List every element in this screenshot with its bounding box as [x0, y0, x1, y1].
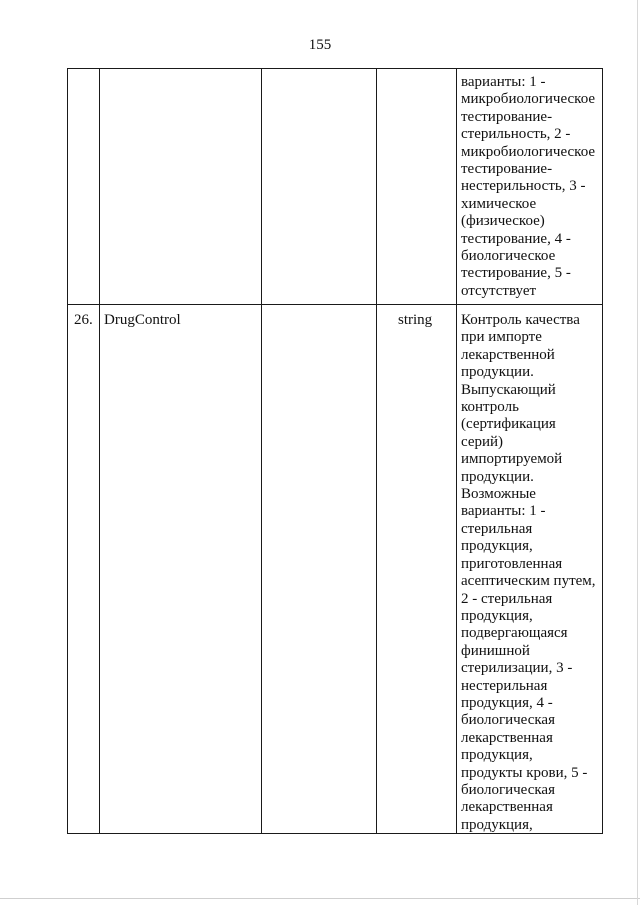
page-number: 155	[308, 37, 332, 53]
description-line: импортируемой	[461, 451, 563, 468]
description-line: продукты крови, 5 -	[461, 764, 588, 781]
description-line: финишной	[461, 642, 530, 659]
column-border	[456, 68, 457, 834]
table-top-border	[67, 68, 603, 69]
description-line: подвергающаяся	[461, 625, 568, 642]
description-line: микробиологическое	[461, 143, 596, 160]
description-line: продукция,	[461, 607, 533, 624]
description-line: контроль	[461, 399, 519, 416]
column-border	[602, 68, 603, 834]
description-line: тестирование-	[461, 108, 553, 125]
description-line: продукции.	[461, 364, 534, 381]
description-line: тестирование, 5 -	[461, 265, 571, 282]
description-line: тестирование-	[461, 161, 553, 178]
description-cell	[461, 312, 596, 834]
description-line: стерилизации, 3 -	[461, 660, 573, 677]
description-line: 2 - стерильная	[461, 590, 553, 607]
description-line: варианты: 1 -	[461, 74, 546, 90]
description-line: (физическое)	[461, 213, 545, 230]
type-cell: string	[398, 312, 433, 328]
description-line: биологическая	[461, 781, 555, 798]
column-border	[67, 68, 68, 834]
description-line: продукции.	[461, 468, 534, 485]
scan-right-edge	[637, 0, 638, 905]
description-line: нестерильная	[461, 677, 548, 694]
description-line: нестерильность, 3 -	[461, 178, 586, 195]
description-line: серий)	[461, 433, 504, 450]
column-border	[261, 68, 262, 834]
row-divider	[67, 304, 603, 305]
description-line: биологическое	[461, 248, 556, 265]
description-line: Выпускающий	[461, 381, 556, 398]
description-line: стерильность, 2 -	[461, 126, 571, 143]
description-line: продукция, 4 -	[461, 694, 553, 711]
description-line: при импорте	[461, 329, 542, 346]
description-line: варианты: 1 -	[461, 503, 546, 520]
description-line: продукция,	[461, 538, 533, 555]
column-border	[376, 68, 377, 834]
description-line: лекарственная	[461, 799, 553, 816]
description-line: Контроль качества	[461, 312, 580, 328]
description-line: отсутствует	[461, 282, 537, 299]
description-line: приготовленная	[461, 555, 563, 572]
description-line: Возможные	[461, 486, 536, 503]
field-name-cell: DrugControl	[104, 312, 181, 328]
description-line: продукция,	[461, 747, 533, 764]
description-line: микробиологическое	[461, 91, 596, 108]
description-line: стерильная	[461, 520, 533, 537]
description-line: продукция,	[461, 816, 533, 833]
description-line: химическое	[461, 195, 537, 212]
description-line: лекарственной	[461, 346, 555, 363]
scan-bottom-edge	[0, 898, 640, 899]
description-line: тестирование, 4 -	[461, 230, 571, 247]
description-cell	[461, 74, 595, 300]
column-border	[99, 68, 100, 834]
description-line: биологическая	[461, 712, 555, 729]
row-number-cell: 26.	[74, 312, 93, 328]
description-line: лекарственная	[461, 729, 553, 746]
description-line: (сертификация	[461, 416, 556, 433]
description-line: асептическим путем,	[461, 573, 596, 590]
